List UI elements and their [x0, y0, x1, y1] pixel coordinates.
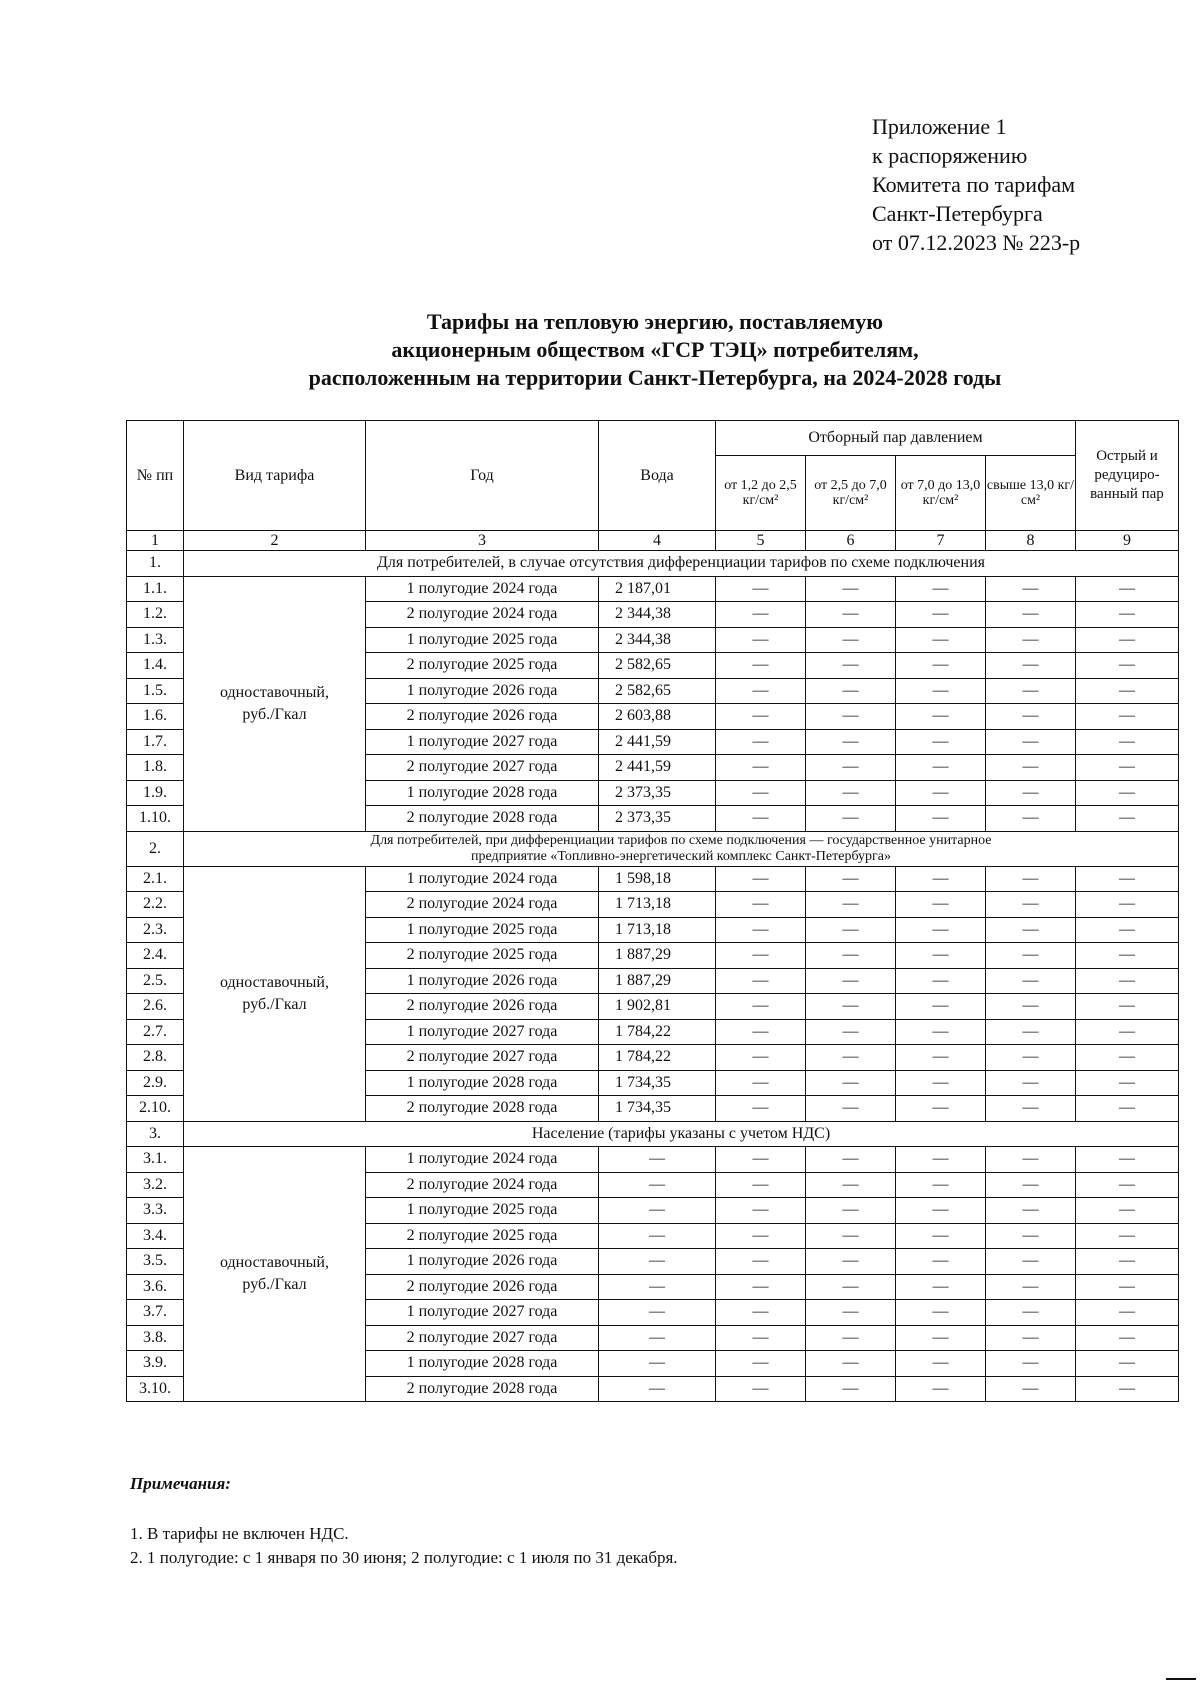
dash-cell: — [1076, 576, 1179, 602]
dash-cell: — [1076, 917, 1179, 943]
dash-cell: — [986, 602, 1076, 628]
period-cell: 2 полугодие 2025 года [366, 943, 599, 969]
dash-cell: — [716, 806, 806, 832]
period-cell: 2 полугодие 2027 года [366, 1325, 599, 1351]
water-value: 1 902,81 [599, 994, 716, 1020]
water-value: 2 441,59 [599, 755, 716, 781]
header-steam-group: Отборный пар давлением [716, 421, 1076, 456]
dash-cell: — [986, 729, 1076, 755]
period-cell: 1 полугодие 2024 года [366, 1147, 599, 1173]
header-steam-1: от 1,2 до 2,5 кг/см² [716, 456, 806, 531]
dash-cell: — [986, 704, 1076, 730]
dash-cell: — [716, 576, 806, 602]
group-header-row [127, 1121, 1179, 1147]
header-num-text: № пп [136, 466, 174, 484]
period-cell: 2 полугодие 2028 года [366, 1376, 599, 1402]
dash-cell: — [1076, 1096, 1179, 1122]
col-number: 9 [1076, 531, 1179, 551]
header-num [127, 421, 184, 531]
row-number: 3.9. [127, 1351, 184, 1377]
dash-cell: — [806, 1096, 896, 1122]
dash-cell: — [806, 892, 896, 918]
water-value: 1 734,35 [599, 1096, 716, 1122]
dash-cell: — [716, 755, 806, 781]
dash-cell: — [1076, 1223, 1179, 1249]
dash-cell: — [986, 1300, 1076, 1326]
dash-cell: — [716, 1147, 806, 1173]
dash-cell: — [986, 1045, 1076, 1071]
dash-cell: — [986, 1376, 1076, 1402]
tariff-type-cell: одноставочный, руб./Гкал [184, 1147, 366, 1402]
group-number: 2. [127, 831, 184, 866]
dash-cell: — [806, 704, 896, 730]
dash-cell: — [896, 653, 986, 679]
period-cell: 2 полугодие 2025 года [366, 653, 599, 679]
dash-cell: — [986, 892, 1076, 918]
edge-mark [1166, 1678, 1196, 1680]
dash-cell: — [896, 1223, 986, 1249]
col-number: 7 [896, 531, 986, 551]
dash-cell: — [1076, 968, 1179, 994]
water-value: 1 784,22 [599, 1045, 716, 1071]
dash-cell: — [716, 1351, 806, 1377]
water-value: — [599, 1274, 716, 1300]
period-cell: 1 полугодие 2026 года [366, 1249, 599, 1275]
header-tariff-type: Вид тарифа [184, 421, 366, 531]
dash-cell: — [806, 866, 896, 892]
dash-cell: — [1076, 1045, 1179, 1071]
dash-cell: — [716, 653, 806, 679]
dash-cell: — [896, 1019, 986, 1045]
header-water: Вода [599, 421, 716, 531]
dash-cell: — [1076, 602, 1179, 628]
dash-cell: — [1076, 866, 1179, 892]
appendix-line: от 07.12.2023 № 223-р [872, 230, 1081, 255]
row-number: 3.3. [127, 1198, 184, 1224]
dash-cell: — [1076, 994, 1179, 1020]
dash-cell: — [896, 627, 986, 653]
dash-cell: — [806, 943, 896, 969]
dash-cell: — [716, 1019, 806, 1045]
water-value: — [599, 1249, 716, 1275]
dash-cell: — [716, 1249, 806, 1275]
period-cell: 2 полугодие 2026 года [366, 994, 599, 1020]
table-row [127, 576, 1179, 602]
header-steam-2: от 2,5 до 7,0 кг/см² [806, 456, 896, 531]
header-row [127, 421, 1179, 456]
water-value: — [599, 1223, 716, 1249]
dash-cell: — [1076, 1070, 1179, 1096]
group-title: Для потребителей, при дифференциации тарифов по схеме подключения — государственное унитарное предприятие «Топливно-энергетический комплекс Санкт-Петербурга» [184, 831, 1179, 866]
dash-cell: — [806, 1045, 896, 1071]
table-row [127, 1147, 1179, 1173]
dash-cell: — [716, 780, 806, 806]
header-steam-3: от 7,0 до 13,0 кг/см² [896, 456, 986, 531]
dash-cell: — [896, 1147, 986, 1173]
dash-cell: — [986, 1172, 1076, 1198]
dash-cell: — [716, 704, 806, 730]
dash-cell: — [896, 729, 986, 755]
table-body [127, 421, 1179, 1402]
dash-cell: — [806, 627, 896, 653]
water-value: 2 441,59 [599, 729, 716, 755]
dash-cell: — [1076, 729, 1179, 755]
water-value: — [599, 1147, 716, 1173]
dash-cell: — [1076, 1351, 1179, 1377]
dash-cell: — [896, 1070, 986, 1096]
dash-cell: — [1076, 806, 1179, 832]
group-title: Для потребителей, в случае отсутствия дифференциации тарифов по схеме подключения [184, 551, 1179, 577]
row-number: 3.7. [127, 1300, 184, 1326]
dash-cell: — [896, 917, 986, 943]
dash-cell: — [896, 1045, 986, 1071]
period-cell: 2 полугодие 2028 года [366, 806, 599, 832]
water-value: 2 582,65 [599, 653, 716, 679]
dash-cell: — [986, 1198, 1076, 1224]
dash-cell: — [986, 943, 1076, 969]
dash-cell: — [806, 1019, 896, 1045]
dash-cell: — [806, 994, 896, 1020]
water-value: 1 713,18 [599, 917, 716, 943]
tariff-table [126, 420, 1179, 1402]
notes-block [130, 1472, 678, 1570]
dash-cell: — [806, 576, 896, 602]
dash-cell: — [896, 576, 986, 602]
dash-cell: — [716, 602, 806, 628]
dash-cell: — [986, 1274, 1076, 1300]
dash-cell: — [1076, 892, 1179, 918]
dash-cell: — [896, 704, 986, 730]
period-cell: 2 полугодие 2028 года [366, 1096, 599, 1122]
appendix-block [872, 112, 1080, 257]
period-cell: 1 полугодие 2025 года [366, 917, 599, 943]
dash-cell: — [716, 1325, 806, 1351]
dash-cell: — [806, 1300, 896, 1326]
dash-cell: — [896, 968, 986, 994]
period-cell: 1 полугодие 2027 года [366, 729, 599, 755]
row-number: 2.7. [127, 1019, 184, 1045]
dash-cell: — [716, 678, 806, 704]
dash-cell: — [896, 1198, 986, 1224]
dash-cell: — [896, 755, 986, 781]
dash-cell: — [716, 1172, 806, 1198]
notes-heading: Примечания: [130, 1474, 231, 1493]
water-value: 1 734,35 [599, 1070, 716, 1096]
water-value: 2 603,88 [599, 704, 716, 730]
row-number: 1.9. [127, 780, 184, 806]
appendix-line: Санкт-Петербурга [872, 201, 1043, 226]
row-number: 1.10. [127, 806, 184, 832]
dash-cell: — [896, 943, 986, 969]
dash-cell: — [1076, 1172, 1179, 1198]
water-value: 1 784,22 [599, 1019, 716, 1045]
dash-cell: — [896, 1096, 986, 1122]
dash-cell: — [806, 1223, 896, 1249]
note-item: 1. В тарифы не включен НДС. [130, 1524, 349, 1543]
dash-cell: — [986, 653, 1076, 679]
dash-cell: — [716, 1096, 806, 1122]
water-value: 2 344,38 [599, 627, 716, 653]
dash-cell: — [986, 1325, 1076, 1351]
dash-cell: — [716, 729, 806, 755]
appendix-line: Приложение 1 [872, 114, 1007, 139]
dash-cell: — [806, 678, 896, 704]
col-number: 1 [127, 531, 184, 551]
row-number: 3.6. [127, 1274, 184, 1300]
group-header-row [127, 551, 1179, 577]
dash-cell: — [806, 1198, 896, 1224]
dash-cell: — [806, 1147, 896, 1173]
dash-cell: — [986, 917, 1076, 943]
column-number-row [127, 531, 1179, 551]
row-number: 1.1. [127, 576, 184, 602]
dash-cell: — [806, 1070, 896, 1096]
dash-cell: — [896, 892, 986, 918]
col-number: 3 [366, 531, 599, 551]
period-cell: 1 полугодие 2026 года [366, 968, 599, 994]
dash-cell: — [986, 627, 1076, 653]
note-item: 2. 1 полугодие: с 1 января по 30 июня; 2 полугодие: с 1 июля по 31 декабря. [130, 1548, 678, 1567]
dash-cell: — [1076, 1019, 1179, 1045]
dash-cell: — [806, 806, 896, 832]
dash-cell: — [986, 1223, 1076, 1249]
water-value: — [599, 1325, 716, 1351]
group-title: Население (тарифы указаны с учетом НДС) [184, 1121, 1179, 1147]
dash-cell: — [716, 1223, 806, 1249]
period-cell: 1 полугодие 2027 года [366, 1300, 599, 1326]
period-cell: 2 полугодие 2026 года [366, 1274, 599, 1300]
row-number: 2.8. [127, 1045, 184, 1071]
dash-cell: — [716, 866, 806, 892]
dash-cell: — [806, 1376, 896, 1402]
dash-cell: — [806, 1351, 896, 1377]
dash-cell: — [1076, 1198, 1179, 1224]
period-cell: 2 полугодие 2024 года [366, 602, 599, 628]
dash-cell: — [896, 994, 986, 1020]
dash-cell: — [986, 994, 1076, 1020]
period-cell: 1 полугодие 2028 года [366, 1351, 599, 1377]
water-value: 1 887,29 [599, 943, 716, 969]
period-cell: 2 полугодие 2027 года [366, 1045, 599, 1071]
dash-cell: — [716, 892, 806, 918]
dash-cell: — [1076, 653, 1179, 679]
dash-cell: — [986, 678, 1076, 704]
row-number: 3.8. [127, 1325, 184, 1351]
row-number: 3.1. [127, 1147, 184, 1173]
period-cell: 1 полугодие 2026 года [366, 678, 599, 704]
group-header-row [127, 831, 1179, 866]
dash-cell: — [716, 917, 806, 943]
col-number: 2 [184, 531, 366, 551]
dash-cell: — [986, 576, 1076, 602]
dash-cell: — [716, 1274, 806, 1300]
dash-cell: — [716, 1376, 806, 1402]
dash-cell: — [896, 866, 986, 892]
water-value: 2 373,35 [599, 780, 716, 806]
dash-cell: — [896, 806, 986, 832]
dash-cell: — [1076, 943, 1179, 969]
row-number: 1.2. [127, 602, 184, 628]
dash-cell: — [896, 1249, 986, 1275]
dash-cell: — [896, 1300, 986, 1326]
dash-cell: — [1076, 1325, 1179, 1351]
tariff-type-cell: одноставочный, руб./Гкал [184, 866, 366, 1121]
dash-cell: — [896, 1325, 986, 1351]
dash-cell: — [716, 627, 806, 653]
col-number: 6 [806, 531, 896, 551]
row-number: 2.5. [127, 968, 184, 994]
appendix-line: Комитета по тарифам [872, 172, 1076, 197]
tariff-type-cell: одноставочный, руб./Гкал [184, 576, 366, 831]
row-number: 3.4. [127, 1223, 184, 1249]
row-number: 2.6. [127, 994, 184, 1020]
period-cell: 1 полугодие 2024 года [366, 576, 599, 602]
dash-cell: — [1076, 780, 1179, 806]
dash-cell: — [896, 780, 986, 806]
period-cell: 1 полугодие 2028 года [366, 1070, 599, 1096]
row-number: 1.7. [127, 729, 184, 755]
dash-cell: — [986, 1070, 1076, 1096]
water-value: 2 344,38 [599, 602, 716, 628]
period-cell: 1 полугодие 2027 года [366, 1019, 599, 1045]
dash-cell: — [986, 1147, 1076, 1173]
water-value: 1 713,18 [599, 892, 716, 918]
row-number: 3.5. [127, 1249, 184, 1275]
dash-cell: — [716, 1070, 806, 1096]
dash-cell: — [896, 1172, 986, 1198]
dash-cell: — [716, 1300, 806, 1326]
dash-cell: — [806, 780, 896, 806]
dash-cell: — [1076, 678, 1179, 704]
table-row [127, 866, 1179, 892]
period-cell: 1 полугодие 2025 года [366, 1198, 599, 1224]
water-value: 2 187,01 [599, 576, 716, 602]
dash-cell: — [986, 1096, 1076, 1122]
dash-cell: — [1076, 704, 1179, 730]
dash-cell: — [716, 994, 806, 1020]
water-value: 2 373,35 [599, 806, 716, 832]
water-value: — [599, 1300, 716, 1326]
dash-cell: — [1076, 627, 1179, 653]
water-value: — [599, 1351, 716, 1377]
dash-cell: — [896, 1351, 986, 1377]
dash-cell: — [986, 866, 1076, 892]
dash-cell: — [806, 1325, 896, 1351]
dash-cell: — [806, 729, 896, 755]
dash-cell: — [806, 968, 896, 994]
header-sharp-steam: Острый и редуциро-ванный пар [1076, 421, 1179, 531]
appendix-line: к распоряжению [872, 143, 1028, 168]
dash-cell: — [1076, 1249, 1179, 1275]
row-number: 1.4. [127, 653, 184, 679]
dash-cell: — [986, 780, 1076, 806]
dash-cell: — [1076, 1147, 1179, 1173]
header-steam-4: свыше 13,0 кг/см² [986, 456, 1076, 531]
dash-cell: — [806, 917, 896, 943]
row-number: 3.2. [127, 1172, 184, 1198]
water-value: 2 582,65 [599, 678, 716, 704]
col-number: 4 [599, 531, 716, 551]
dash-cell: — [806, 653, 896, 679]
dash-cell: — [986, 968, 1076, 994]
row-number: 2.1. [127, 866, 184, 892]
row-number: 2.9. [127, 1070, 184, 1096]
row-number: 1.8. [127, 755, 184, 781]
dash-cell: — [806, 1274, 896, 1300]
water-value: — [599, 1198, 716, 1224]
dash-cell: — [1076, 755, 1179, 781]
row-number: 1.3. [127, 627, 184, 653]
row-number: 2.2. [127, 892, 184, 918]
period-cell: 2 полугодие 2025 года [366, 1223, 599, 1249]
title-line: акционерным обществом «ГСР ТЭЦ» потребителям, [391, 337, 919, 362]
dash-cell: — [986, 1351, 1076, 1377]
dash-cell: — [716, 943, 806, 969]
period-cell: 2 полугодие 2027 года [366, 755, 599, 781]
col-number: 8 [986, 531, 1076, 551]
col-number: 5 [716, 531, 806, 551]
dash-cell: — [1076, 1376, 1179, 1402]
row-number: 1.5. [127, 678, 184, 704]
water-value: — [599, 1172, 716, 1198]
row-number: 3.10. [127, 1376, 184, 1402]
period-cell: 1 полугодие 2028 года [366, 780, 599, 806]
document-title [120, 308, 1190, 392]
dash-cell: — [806, 1249, 896, 1275]
dash-cell: — [716, 1045, 806, 1071]
period-cell: 2 полугодие 2024 года [366, 892, 599, 918]
dash-cell: — [1076, 1274, 1179, 1300]
dash-cell: — [1076, 1300, 1179, 1326]
row-number: 1.6. [127, 704, 184, 730]
period-cell: 2 полугодие 2024 года [366, 1172, 599, 1198]
dash-cell: — [806, 1172, 896, 1198]
header-year: Год [366, 421, 599, 531]
title-line: Тарифы на тепловую энергию, поставляемую [426, 309, 884, 334]
dash-cell: — [716, 1198, 806, 1224]
group-number: 1. [127, 551, 184, 577]
row-number: 2.3. [127, 917, 184, 943]
dash-cell: — [716, 968, 806, 994]
dash-cell: — [806, 755, 896, 781]
dash-cell: — [896, 678, 986, 704]
dash-cell: — [896, 1376, 986, 1402]
dash-cell: — [986, 806, 1076, 832]
dash-cell: — [986, 1019, 1076, 1045]
dash-cell: — [806, 602, 896, 628]
water-value: 1 887,29 [599, 968, 716, 994]
period-cell: 2 полугодие 2026 года [366, 704, 599, 730]
row-number: 2.4. [127, 943, 184, 969]
dash-cell: — [896, 602, 986, 628]
dash-cell: — [986, 755, 1076, 781]
water-value: — [599, 1376, 716, 1402]
title-line: расположенным на территории Санкт-Петербурга, на 2024-2028 годы [308, 365, 1002, 390]
period-cell: 1 полугодие 2024 года [366, 866, 599, 892]
group-number: 3. [127, 1121, 184, 1147]
row-number: 2.10. [127, 1096, 184, 1122]
water-value: 1 598,18 [599, 866, 716, 892]
dash-cell: — [986, 1249, 1076, 1275]
period-cell: 1 полугодие 2025 года [366, 627, 599, 653]
dash-cell: — [896, 1274, 986, 1300]
